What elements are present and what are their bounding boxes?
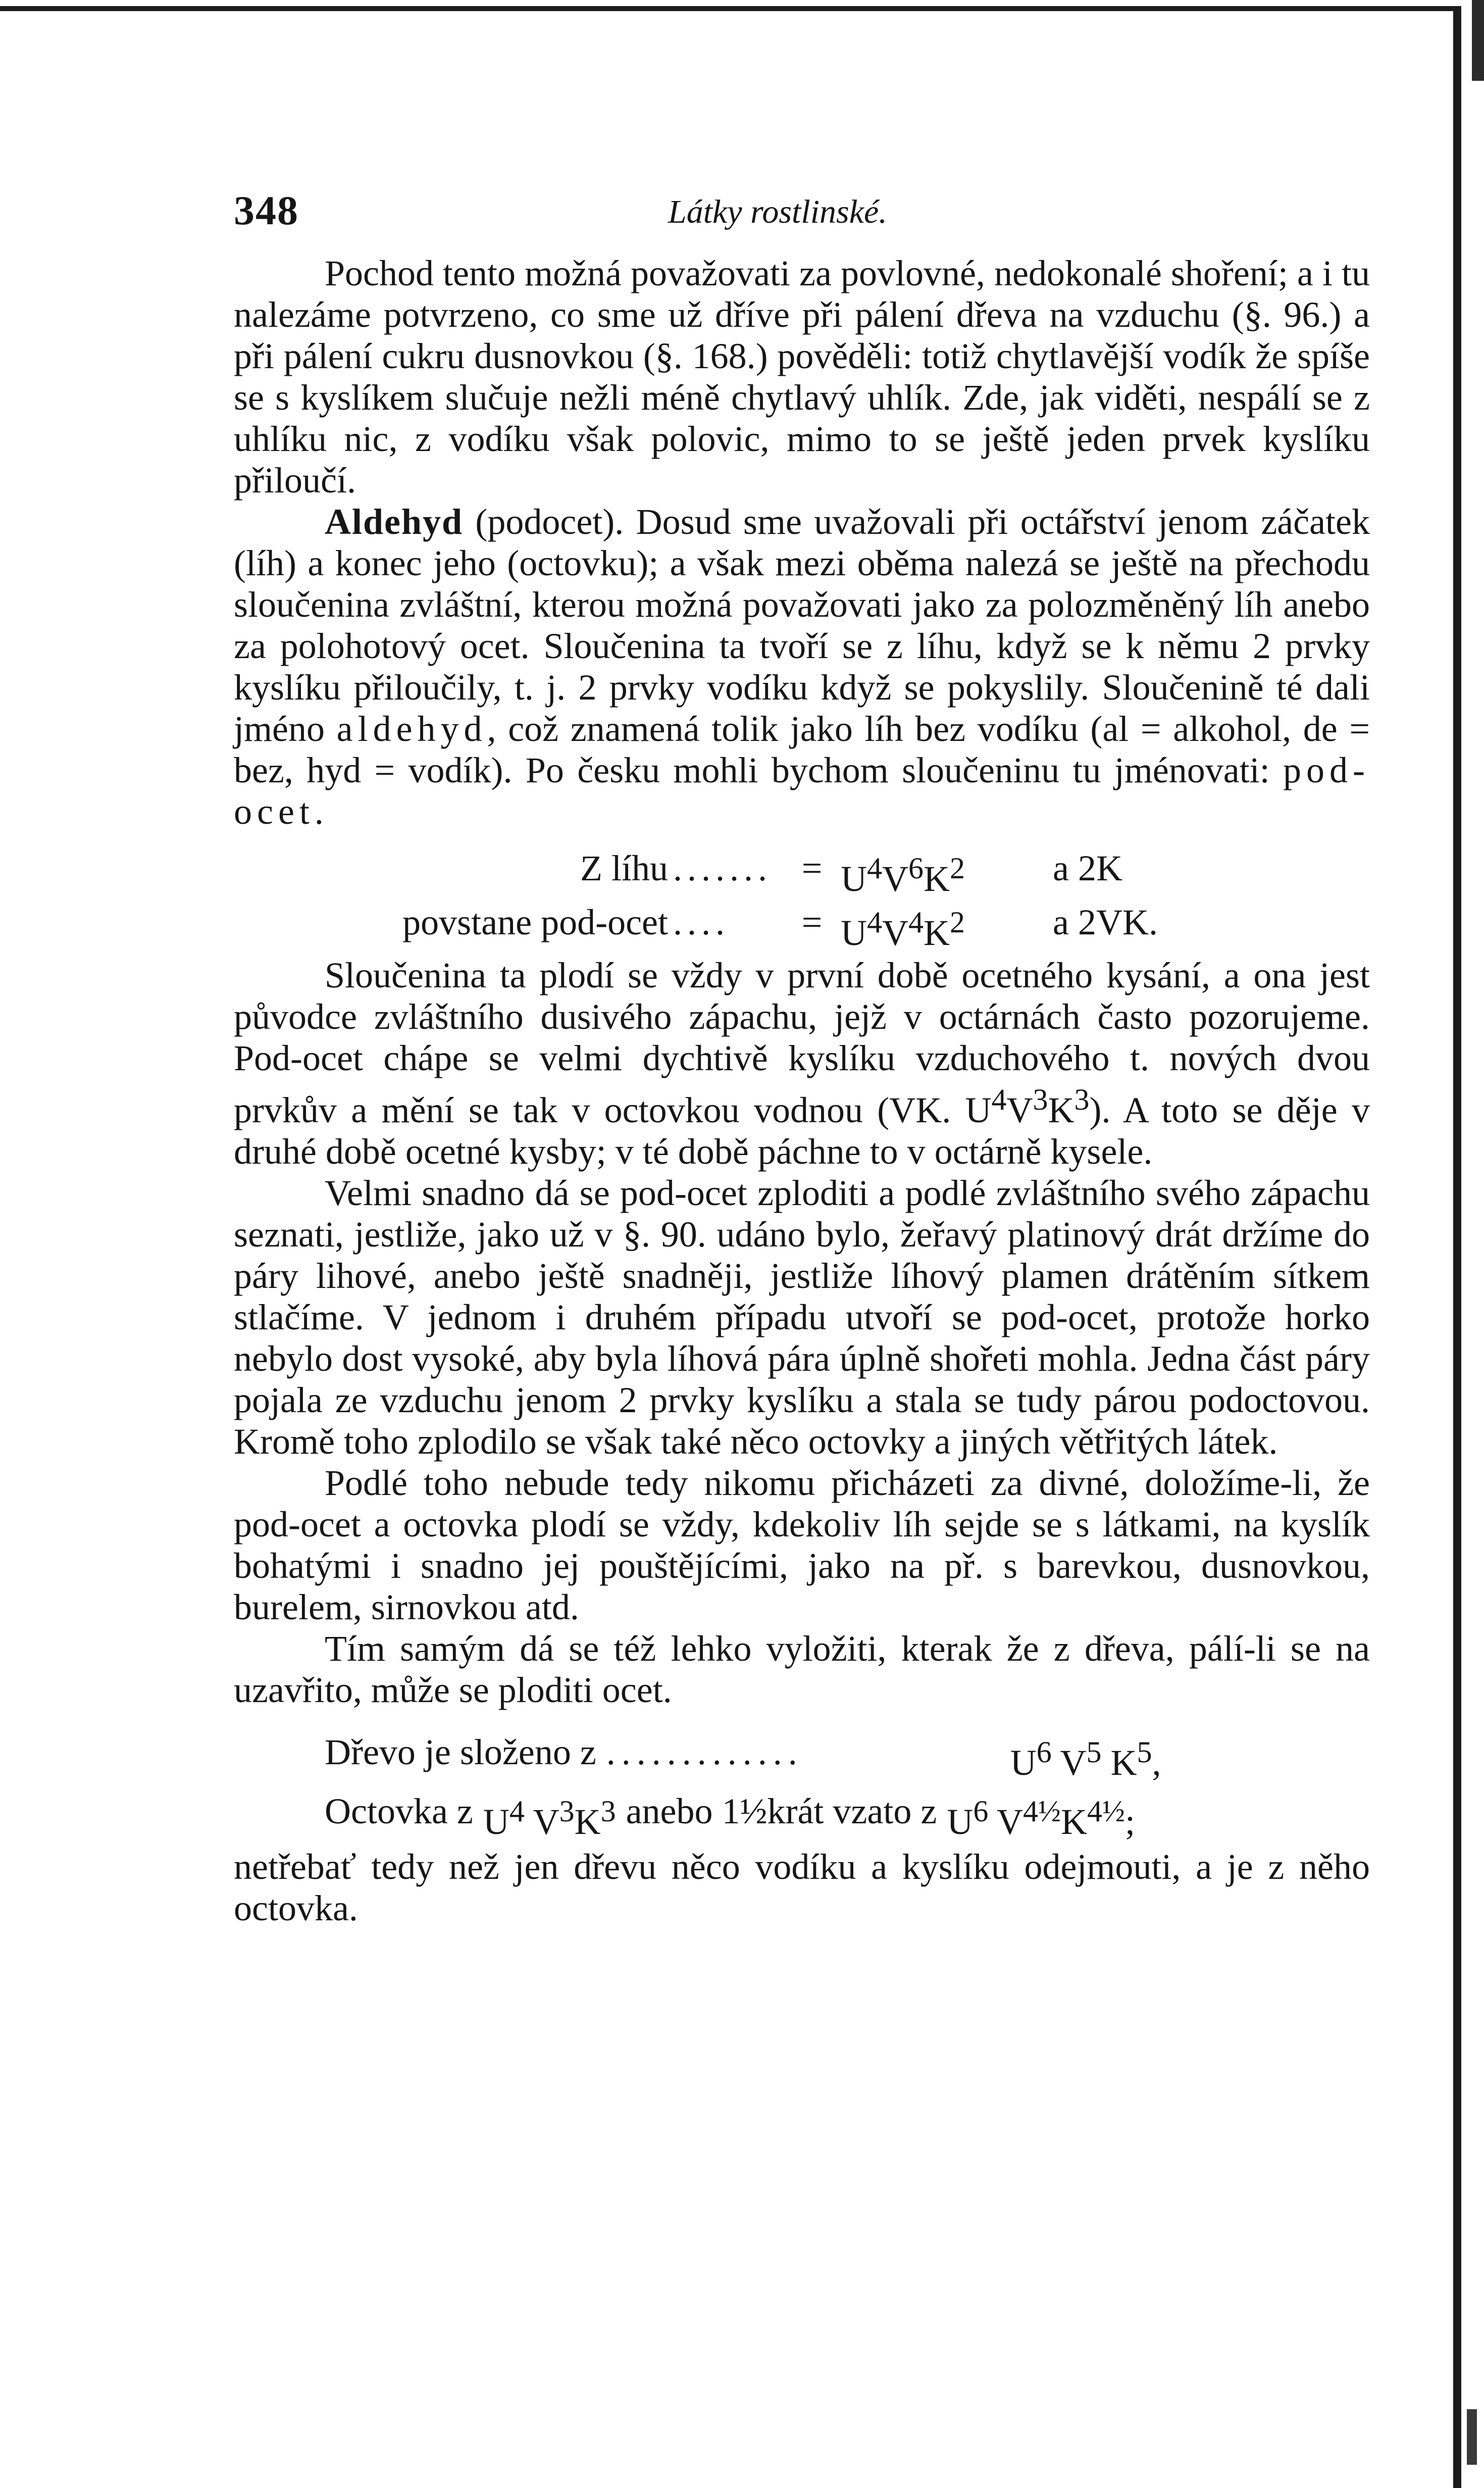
equation-label: povstane pod-ocet	[402, 902, 668, 942]
scan-corner-mark	[1472, 0, 1484, 81]
running-title: Látky rostlinské.	[668, 193, 887, 230]
aldehyd-text-3: .	[314, 791, 324, 832]
chemical-formula: $U^4V^4K^2$	[841, 906, 965, 953]
paragraph-3: Sloučenina ta plodí se vždy v první době ocetného kysání, a ona jest původce zvláštního dusivého zápachu, jejž v octárnách často pozorujeme. Pod-ocet chápe se velmi dychtivě kyslíku vzduchového t. nových dvou prvkův a mění se tak v octovkou vodnou (VK. $U^4V^3K^3$). A toto se děje v druhé době ocetné kysby; v té době páchne to v octárně kysele.	[234, 955, 1370, 1172]
wood-formula-block	[234, 1728, 1370, 1846]
vinegar-formula-line	[234, 1787, 1370, 1846]
wood-formula-line	[234, 1728, 1370, 1787]
formula-connector-text: anebo 1½krát vzato z	[626, 1791, 937, 1831]
equation-row	[335, 847, 1370, 901]
scan-edge-mark	[1467, 2409, 1477, 2465]
chemical-formula: $U^6$ $V^{4\frac{1}{2}}K^{4\frac{1}{2}}$;	[947, 1795, 1136, 1842]
chemical-formula: $U^6$ $V^5$ $K^5$,	[1010, 1735, 1161, 1783]
aldehyd-text-1: (podocet). Dosud sme uvažovali při octářství jenom záčatek (líh) a konec jeho (octovku); a však mezi oběma nalezá se ještě na přechodu sloučenina zvláštní, kterou možná považovati jako za polozměněný líh anebo za polohotový ocet. Sloučenina ta tvoří se z líhu, když se k němu 2 prvky kyslíku přiloučily, t. j. 2 prvky vodíku když se pokyslily. Sloučenině té dali jméno	[234, 502, 1370, 749]
paragraph-5: Podlé toho nebude tedy nikomu přicházeti za divné, doložíme-li, že pod-ocet a octovka plodí se vždy, kdekoliv líh sejde se s látkami, na kyslík bohatými i snadno jej pouštějícími, jako na př. s barevkou, dusnovkou, burelem, sirnovkou atd.	[234, 1463, 1370, 1627]
scan-frame-top	[0, 6, 1459, 11]
leader-dots: .......	[673, 848, 772, 888]
wood-label: Dřevo je složeno z	[325, 1732, 596, 1772]
paragraph-6: Tím samým dá se též lehko vyložiti, kterak že z dřeva, pálí-li se na uzavřito, může se ploditi ocet.	[234, 1628, 1370, 1710]
term-pod-ocet: pod-ocet	[234, 750, 1370, 832]
paragraph-7: netřebať tedy než jen dřevu něco vodíku a kyslíku odejmouti, a je z něho octovka.	[234, 1847, 1370, 1928]
equation-label: Z líhu	[580, 848, 668, 888]
equals-sign: =	[801, 848, 823, 888]
page-number: 348	[234, 187, 299, 233]
scan-frame-right	[1453, 6, 1461, 2488]
paragraph-1: Pochod tento možná považovati za povlovné, nedokonalé shoření; a i tu nalezáme potvrzeno, co sme už dříve při pálení dřeva na vzduchu (§. 96.) a při pálení cukru dusnovkou (§. 168.) pověděli: totiž chytlavější vodík že spíše se s kyslíkem slučuje nežli méně chytlavý uhlík. Zde, jak viděti, nespálí se z uhlíku nic, z vodíku však polovic, mimo to se ještě jeden prvek kyslíku přiloučí.	[234, 253, 1370, 501]
equals-sign: =	[801, 902, 823, 942]
equation-table	[335, 847, 1370, 955]
aldehyd-text-2: , což znamená tolik jako líh bez vodíku (al = alkohol, de = bez, hyd = vodík). Po česku mohli bychom sloučeninu tu jménovati:	[234, 709, 1370, 790]
chemical-formula: $U^4V^6K^2$	[841, 852, 965, 899]
paragraph-aldehyd	[234, 501, 1370, 832]
term-aldehyd: aldehyd	[336, 709, 487, 749]
chemical-formula: $U^4$ $V^3K^3$	[483, 1795, 616, 1842]
vinegar-label: Octovka z	[325, 1791, 473, 1831]
equation-row	[335, 901, 1370, 955]
equation-remainder: a 2VK.	[1053, 902, 1158, 942]
running-header	[234, 187, 1370, 253]
leader-dots: ....	[673, 902, 730, 942]
leader-dots: .............	[606, 1732, 803, 1772]
section-heading-aldehyd: Aldehyd	[325, 502, 464, 542]
paragraph-4: Velmi snadno dá se pod-ocet zploditi a podlé zvláštního svého zápachu seznati, jestliže, jako už v §. 90. udáno bylo, žeřavý platinový drát držíme do páry lihové, anebo ještě snadněji, jestliže líhový plamen drátěním sítkem stlačíme. V jednom i druhém případu utvoří se pod-ocet, protože horko nebylo dost vysoké, aby byla líhová pára úplně shořeti mohla. Jedna část páry pojala ze vzduchu jenom 2 prvky kyslíku a stala se tudy párou podoctovou. Kromě toho zplodilo se však také něco octovky a jiných větřitých látek.	[234, 1173, 1370, 1462]
book-page	[234, 187, 1370, 1929]
equation-remainder: a 2K	[1053, 848, 1122, 888]
